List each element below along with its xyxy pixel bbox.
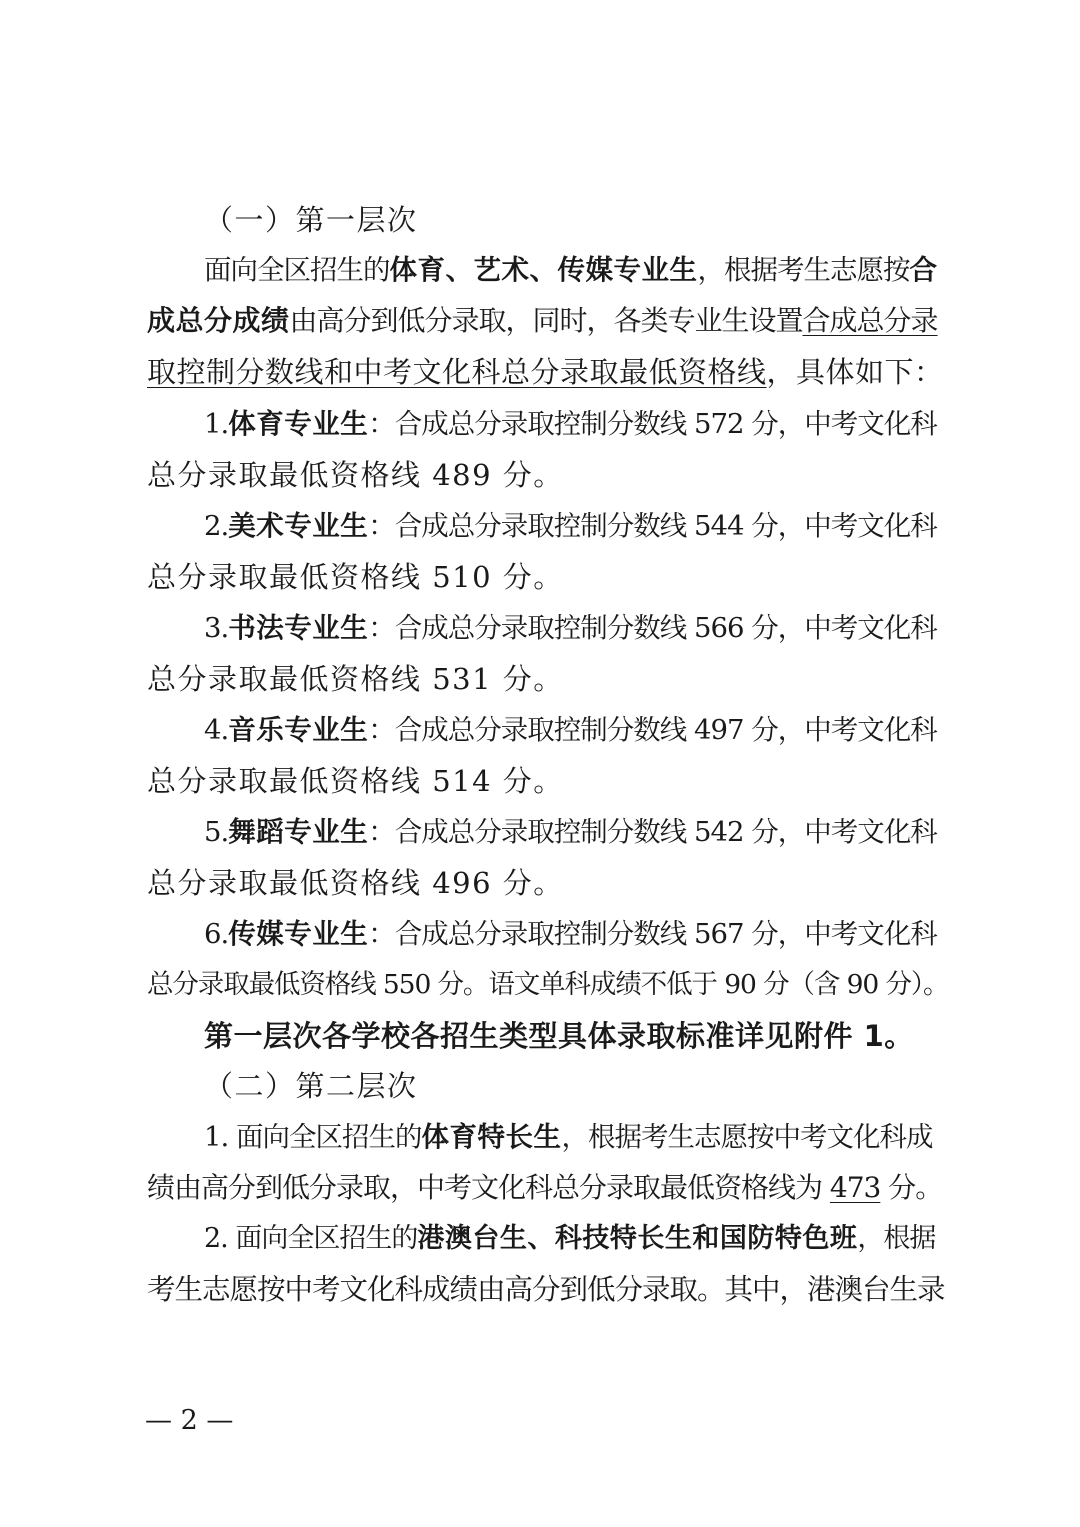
- section1-intro-line2: [147, 301, 947, 341]
- item-name: 体育专业生: [228, 408, 369, 440]
- item-name: 舞蹈专业生: [228, 816, 369, 848]
- item-text: ：合成总分录取控制分数线 542 分，中考文化科: [368, 816, 937, 848]
- section2-item1-line2: [147, 1168, 947, 1208]
- specialty-item-5-cont: 总分录取最低资格线 496 分。: [147, 866, 564, 900]
- specialty-item-4-cont: 总分录取最低资格线 514 分。: [147, 764, 564, 798]
- text-run: ，根据: [857, 1223, 936, 1254]
- item-text: ：合成总分录取控制分数线 544 分，中考文化科: [368, 510, 937, 542]
- text-run: ，根据考生志愿按中考文化科成: [561, 1121, 933, 1153]
- section2-heading: （二）第二层次: [204, 1069, 418, 1103]
- specialty-item-1-cont: 总分录取最低资格线 489 分。: [147, 458, 564, 492]
- section1-intro-line1: [204, 250, 944, 290]
- specialty-item-2-cont: 总分录取最低资格线 510 分。: [147, 560, 564, 594]
- text-run: ，根据考生志愿按: [697, 254, 910, 286]
- item-name: 书法专业生: [228, 612, 369, 644]
- specialty-item-1: [204, 404, 944, 444]
- section2-item1-line1: [204, 1117, 944, 1157]
- specialty-item-2: [204, 506, 944, 546]
- text-run: 分。: [880, 1171, 943, 1204]
- text-run: 由高分到低分录取，同时，各类专业生设置: [289, 304, 803, 337]
- section1-heading: （一）第一层次: [204, 203, 418, 237]
- specialty-item-3: [204, 608, 944, 648]
- item-text: ：合成总分录取控制分数线 497 分，中考文化科: [368, 714, 937, 746]
- item-number: 4.: [204, 714, 229, 746]
- item-number: 6.: [204, 918, 229, 950]
- item-name: 传媒专业生: [228, 918, 369, 950]
- item-number: 5.: [204, 816, 229, 848]
- specialty-item-3-cont: 总分录取最低资格线 531 分。: [147, 662, 564, 696]
- text-run: 2. 面向全区招生的: [204, 1223, 418, 1254]
- item-name: 美术专业生: [228, 510, 369, 542]
- specialty-item-6-cont: 总分录取最低资格线 550 分。语文单科成绩不低于 90 分（含 90 分）。: [147, 969, 949, 1000]
- specialty-item-4: [204, 710, 944, 750]
- item-number: 3.: [204, 612, 229, 644]
- section2-item2-line2: 考生志愿按中考文化科成绩由高分到低分录取。其中，港澳台生录: [147, 1273, 945, 1306]
- underlined-text: 取控制分数线和中考文化科总分录取最低资格线: [147, 355, 767, 389]
- item-name: 音乐专业生: [228, 714, 369, 746]
- item-text: ：合成总分录取控制分数线 572 分，中考文化科: [368, 408, 937, 440]
- item-text: ：合成总分录取控制分数线 566 分，中考文化科: [368, 612, 937, 644]
- emphasis-text: 体育、艺术、传媒专业生: [389, 254, 698, 286]
- emphasis-text: 合: [909, 254, 938, 286]
- section2-item2-line1: [204, 1219, 944, 1259]
- section1-summary: 第一层次各学校各招生类型具体录取标准详见附件 1。: [204, 1019, 914, 1053]
- item-text: ：合成总分录取控制分数线 567 分，中考文化科: [368, 918, 937, 950]
- underlined-text: 合成总分录: [802, 304, 938, 337]
- emphasis-text: 港澳台生、科技特长生和国防特色班: [417, 1223, 858, 1254]
- text-run: 绩由高分到低分录取，中考文化科总分录取最低资格线为: [147, 1171, 830, 1204]
- underlined-text: 473: [829, 1171, 881, 1204]
- text-run: ，具体如下：: [766, 355, 944, 389]
- text-run: 面向全区招生的: [204, 254, 390, 286]
- item-number: 2.: [204, 510, 229, 542]
- text-run: 1. 面向全区招生的: [204, 1121, 422, 1153]
- item-number: 1.: [204, 408, 229, 440]
- page-number: — 2 —: [145, 1405, 234, 1436]
- emphasis-text: 成总分成绩: [147, 304, 290, 337]
- specialty-item-5: [204, 812, 944, 852]
- section1-intro-line3: [147, 352, 947, 392]
- specialty-item-6: [204, 914, 944, 954]
- emphasis-text: 体育特长生: [421, 1121, 562, 1153]
